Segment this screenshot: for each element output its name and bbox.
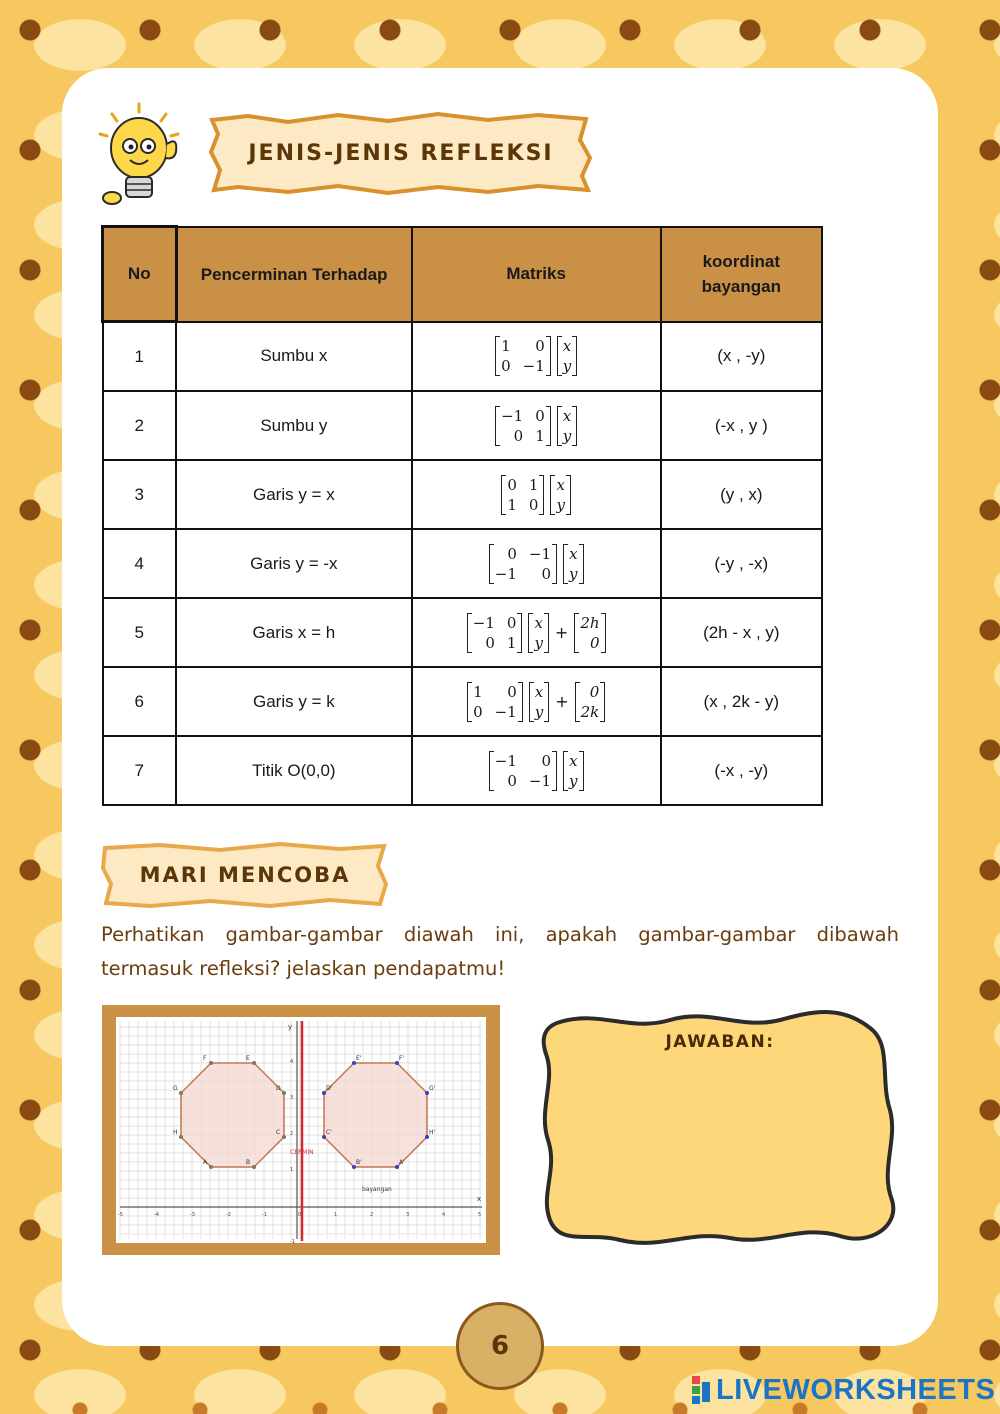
matrix-entry: 0: [473, 702, 483, 721]
vector-entry: x: [562, 337, 572, 356]
x-tick-label: -4: [154, 1212, 159, 1218]
vector-entry: 2h: [580, 613, 600, 632]
section-title: MARI MENCOBA: [139, 863, 351, 887]
x-tick-label: -3: [190, 1212, 195, 1218]
y-tick-label: 4: [290, 1059, 294, 1065]
matrix-expression: [495, 336, 577, 376]
vector-bracket: [575, 682, 606, 722]
header-no: No: [103, 227, 177, 322]
matrix-cell: [412, 667, 661, 736]
liveworksheets-logo-icon: [690, 1376, 712, 1406]
matrix-entry: 1: [528, 475, 539, 494]
original-point: [282, 1135, 286, 1139]
section-banner: [100, 840, 390, 910]
matrix-bracket: [495, 336, 551, 376]
matrix-cell: [412, 322, 661, 392]
answer-label: JAWABAN:: [665, 1032, 775, 1052]
vector-bracket: [574, 613, 605, 653]
header-pencerminan: Pencerminan Terhadap: [176, 227, 412, 322]
y-tick-label: 3: [290, 1095, 294, 1101]
original-vertex-label: G: [173, 1085, 178, 1092]
matrix-cell: [412, 736, 661, 805]
row-number: 6: [103, 667, 177, 736]
matrix-entry: −1: [528, 771, 552, 790]
vector-entry: y: [569, 771, 578, 790]
matrix-entry: −1: [528, 544, 552, 563]
image-coordinate: (2h - x , y): [661, 598, 822, 667]
x-tick-label: 0: [298, 1212, 302, 1218]
x-tick-label: 5: [478, 1212, 482, 1218]
matrix-bracket: [489, 544, 557, 584]
original-vertex-label: C: [276, 1129, 281, 1136]
reflection-graph: [102, 1005, 500, 1255]
image-vertex-label: F': [399, 1055, 405, 1062]
matrix-entry: −1: [494, 564, 517, 583]
row-number: 3: [103, 460, 177, 529]
original-point: [252, 1061, 256, 1065]
row-number: 2: [103, 391, 177, 460]
x-tick-label: -2: [226, 1212, 231, 1218]
matrix-cell: [412, 460, 661, 529]
image-coordinate: (-x , -y): [661, 736, 822, 805]
image-vertex-label: B': [356, 1159, 362, 1166]
image-coordinate: (x , -y): [661, 322, 822, 392]
matrix-entry: 0: [541, 564, 552, 583]
page-title: JENIS-JENIS REFLEKSI: [248, 140, 554, 166]
vector-entry: x: [562, 406, 572, 425]
matrix-entry: 1: [473, 682, 483, 701]
x-axis-label: x: [477, 1195, 482, 1203]
original-point: [209, 1061, 213, 1065]
x-tick-label: -5: [118, 1212, 123, 1218]
matrix-entry: 0: [513, 426, 524, 445]
vector-entry: x: [534, 613, 543, 632]
table-header-row: [103, 227, 823, 322]
matrix-entry: 1: [506, 633, 517, 652]
vector-entry: 0: [590, 633, 600, 652]
page-number: 6: [490, 1331, 510, 1361]
original-vertex-label: A: [203, 1159, 208, 1166]
image-octagon: [324, 1063, 427, 1167]
x-tick-label: 4: [442, 1212, 446, 1218]
liveworksheets-watermark: [690, 1374, 995, 1407]
vector-bracket: [550, 475, 570, 515]
image-label: bayangan: [362, 1186, 392, 1193]
original-point: [209, 1165, 213, 1169]
y-tick-label: -1: [290, 1239, 295, 1243]
vector-bracket: [529, 682, 549, 722]
matrix-bracket: [501, 475, 544, 515]
image-vertex-label: C': [326, 1129, 332, 1136]
x-tick-label: 1: [334, 1212, 338, 1218]
vector-entry: y: [534, 702, 544, 721]
matrix-expression: [489, 751, 584, 791]
vector-bracket: [557, 406, 577, 446]
vector-entry: x: [569, 544, 578, 563]
vector-entry: y: [569, 564, 578, 583]
image-coordinate: (-x , y ): [661, 391, 822, 460]
image-vertex-label: G': [429, 1085, 436, 1092]
matrix-entry: 0: [485, 633, 495, 652]
vector-entry: y: [562, 357, 572, 376]
image-vertex-label: H': [429, 1129, 436, 1136]
x-tick-label: -1: [262, 1212, 267, 1218]
vector-bracket: [563, 751, 583, 791]
vector-bracket: [528, 613, 548, 653]
matrix-entry: 0: [506, 613, 517, 632]
matrix-bracket: [467, 613, 523, 653]
y-tick-label: 1: [290, 1167, 294, 1173]
matrix-entry: 0: [535, 337, 545, 356]
matrix-entry: 0: [528, 495, 539, 514]
x-tick-label: 2: [370, 1212, 374, 1218]
matrix-expression: [467, 613, 606, 653]
vector-entry: 0: [589, 682, 600, 701]
vector-entry: y: [562, 426, 572, 445]
table-row: [103, 460, 823, 529]
original-vertex-label: B: [246, 1159, 251, 1166]
row-number: 7: [103, 736, 177, 805]
matrix-entry: −1: [501, 406, 524, 425]
original-vertex-label: H: [173, 1129, 178, 1136]
matrix-entry: 1: [507, 495, 517, 514]
vector-entry: y: [556, 495, 565, 514]
reflection-axis: Garis y = k: [176, 667, 412, 736]
image-coordinate: (x , 2k - y): [661, 667, 822, 736]
lightbulb-mascot-icon: [92, 100, 187, 210]
table-row: [103, 598, 823, 667]
header-koordinat: koordinat bayangan: [661, 227, 822, 322]
matrix-entry: 0: [507, 544, 517, 563]
matrix-expression: [489, 544, 584, 584]
original-vertex-label: E: [246, 1055, 250, 1062]
vector-entry: x: [534, 682, 544, 701]
original-point: [179, 1135, 183, 1139]
image-vertex-label: E': [356, 1055, 362, 1062]
matrix-bracket: [495, 406, 551, 446]
original-point: [282, 1091, 286, 1095]
vector-entry: x: [556, 475, 565, 494]
matrix-entry: 0: [507, 682, 517, 701]
image-vertex-label: D': [326, 1085, 333, 1092]
vector-entry: x: [569, 751, 578, 770]
vector-bracket: [557, 336, 577, 376]
original-octagon: [181, 1063, 284, 1167]
vector-bracket: [563, 544, 583, 584]
reflection-axis: Sumbu y: [176, 391, 412, 460]
original-point: [252, 1165, 256, 1169]
matrix-entry: −1: [494, 702, 517, 721]
x-tick-label: 3: [406, 1212, 410, 1218]
table-row: [103, 391, 823, 460]
vector-entry: y: [534, 633, 543, 652]
y-axis-label: y: [288, 1023, 293, 1031]
matrix-cell: [412, 598, 661, 667]
reflection-axis: Garis y = -x: [176, 529, 412, 598]
matrix-entry: 0: [541, 751, 552, 770]
matrix-entry: 0: [535, 406, 545, 425]
vector-entry: 2k: [580, 702, 600, 721]
title-banner: [208, 110, 594, 196]
plus-sign: +: [554, 623, 569, 642]
image-coordinate: (y , x): [661, 460, 822, 529]
reflection-axis: Titik O(0,0): [176, 736, 412, 805]
table-row: [103, 667, 823, 736]
image-vertex-label: A': [399, 1159, 405, 1166]
row-number: 1: [103, 322, 177, 392]
matrix-bracket: [489, 751, 557, 791]
row-number: 5: [103, 598, 177, 667]
reflection-axis: Sumbu x: [176, 322, 412, 392]
reflection-table: [101, 225, 823, 806]
page-number-badge: [456, 1302, 544, 1390]
matrix-entry: 1: [535, 426, 545, 445]
matrix-expression: [495, 406, 577, 446]
matrix-expression: [501, 475, 571, 515]
watermark-text: LIVEWORKSHEETS: [716, 1374, 996, 1406]
y-tick-label: 2: [290, 1131, 294, 1137]
plus-sign: +: [555, 692, 569, 711]
table-row: [103, 736, 823, 805]
header-matriks: Matriks: [412, 227, 661, 322]
question-prompt: Perhatikan gambar-gambar diawah ini, apakah gambar-gambar dibawah termasuk refleksi? jelaskan pendapatmu!: [101, 923, 899, 980]
image-coordinate: (-y , -x): [661, 529, 822, 598]
graph-canvas: [116, 1017, 486, 1243]
matrix-expression: [467, 682, 605, 722]
mirror-label: CERMIN: [290, 1149, 314, 1156]
matrix-entry: −1: [472, 613, 495, 632]
row-number: 4: [103, 529, 177, 598]
matrix-entry: −1: [494, 751, 517, 770]
matrix-entry: 0: [507, 475, 517, 494]
original-point: [179, 1091, 183, 1095]
matrix-cell: [412, 529, 661, 598]
reflection-axis: Garis y = x: [176, 460, 412, 529]
matrix-entry: −1: [522, 357, 545, 376]
table-row: [103, 322, 823, 392]
matrix-bracket: [467, 682, 523, 722]
matrix-cell: [412, 391, 661, 460]
matrix-entry: 0: [501, 357, 511, 376]
original-vertex-label: F: [203, 1055, 207, 1062]
table-row: [103, 529, 823, 598]
original-vertex-label: D: [276, 1085, 281, 1092]
matrix-entry: 1: [501, 337, 511, 356]
matrix-entry: 0: [507, 771, 517, 790]
reflection-axis: Garis x = h: [176, 598, 412, 667]
